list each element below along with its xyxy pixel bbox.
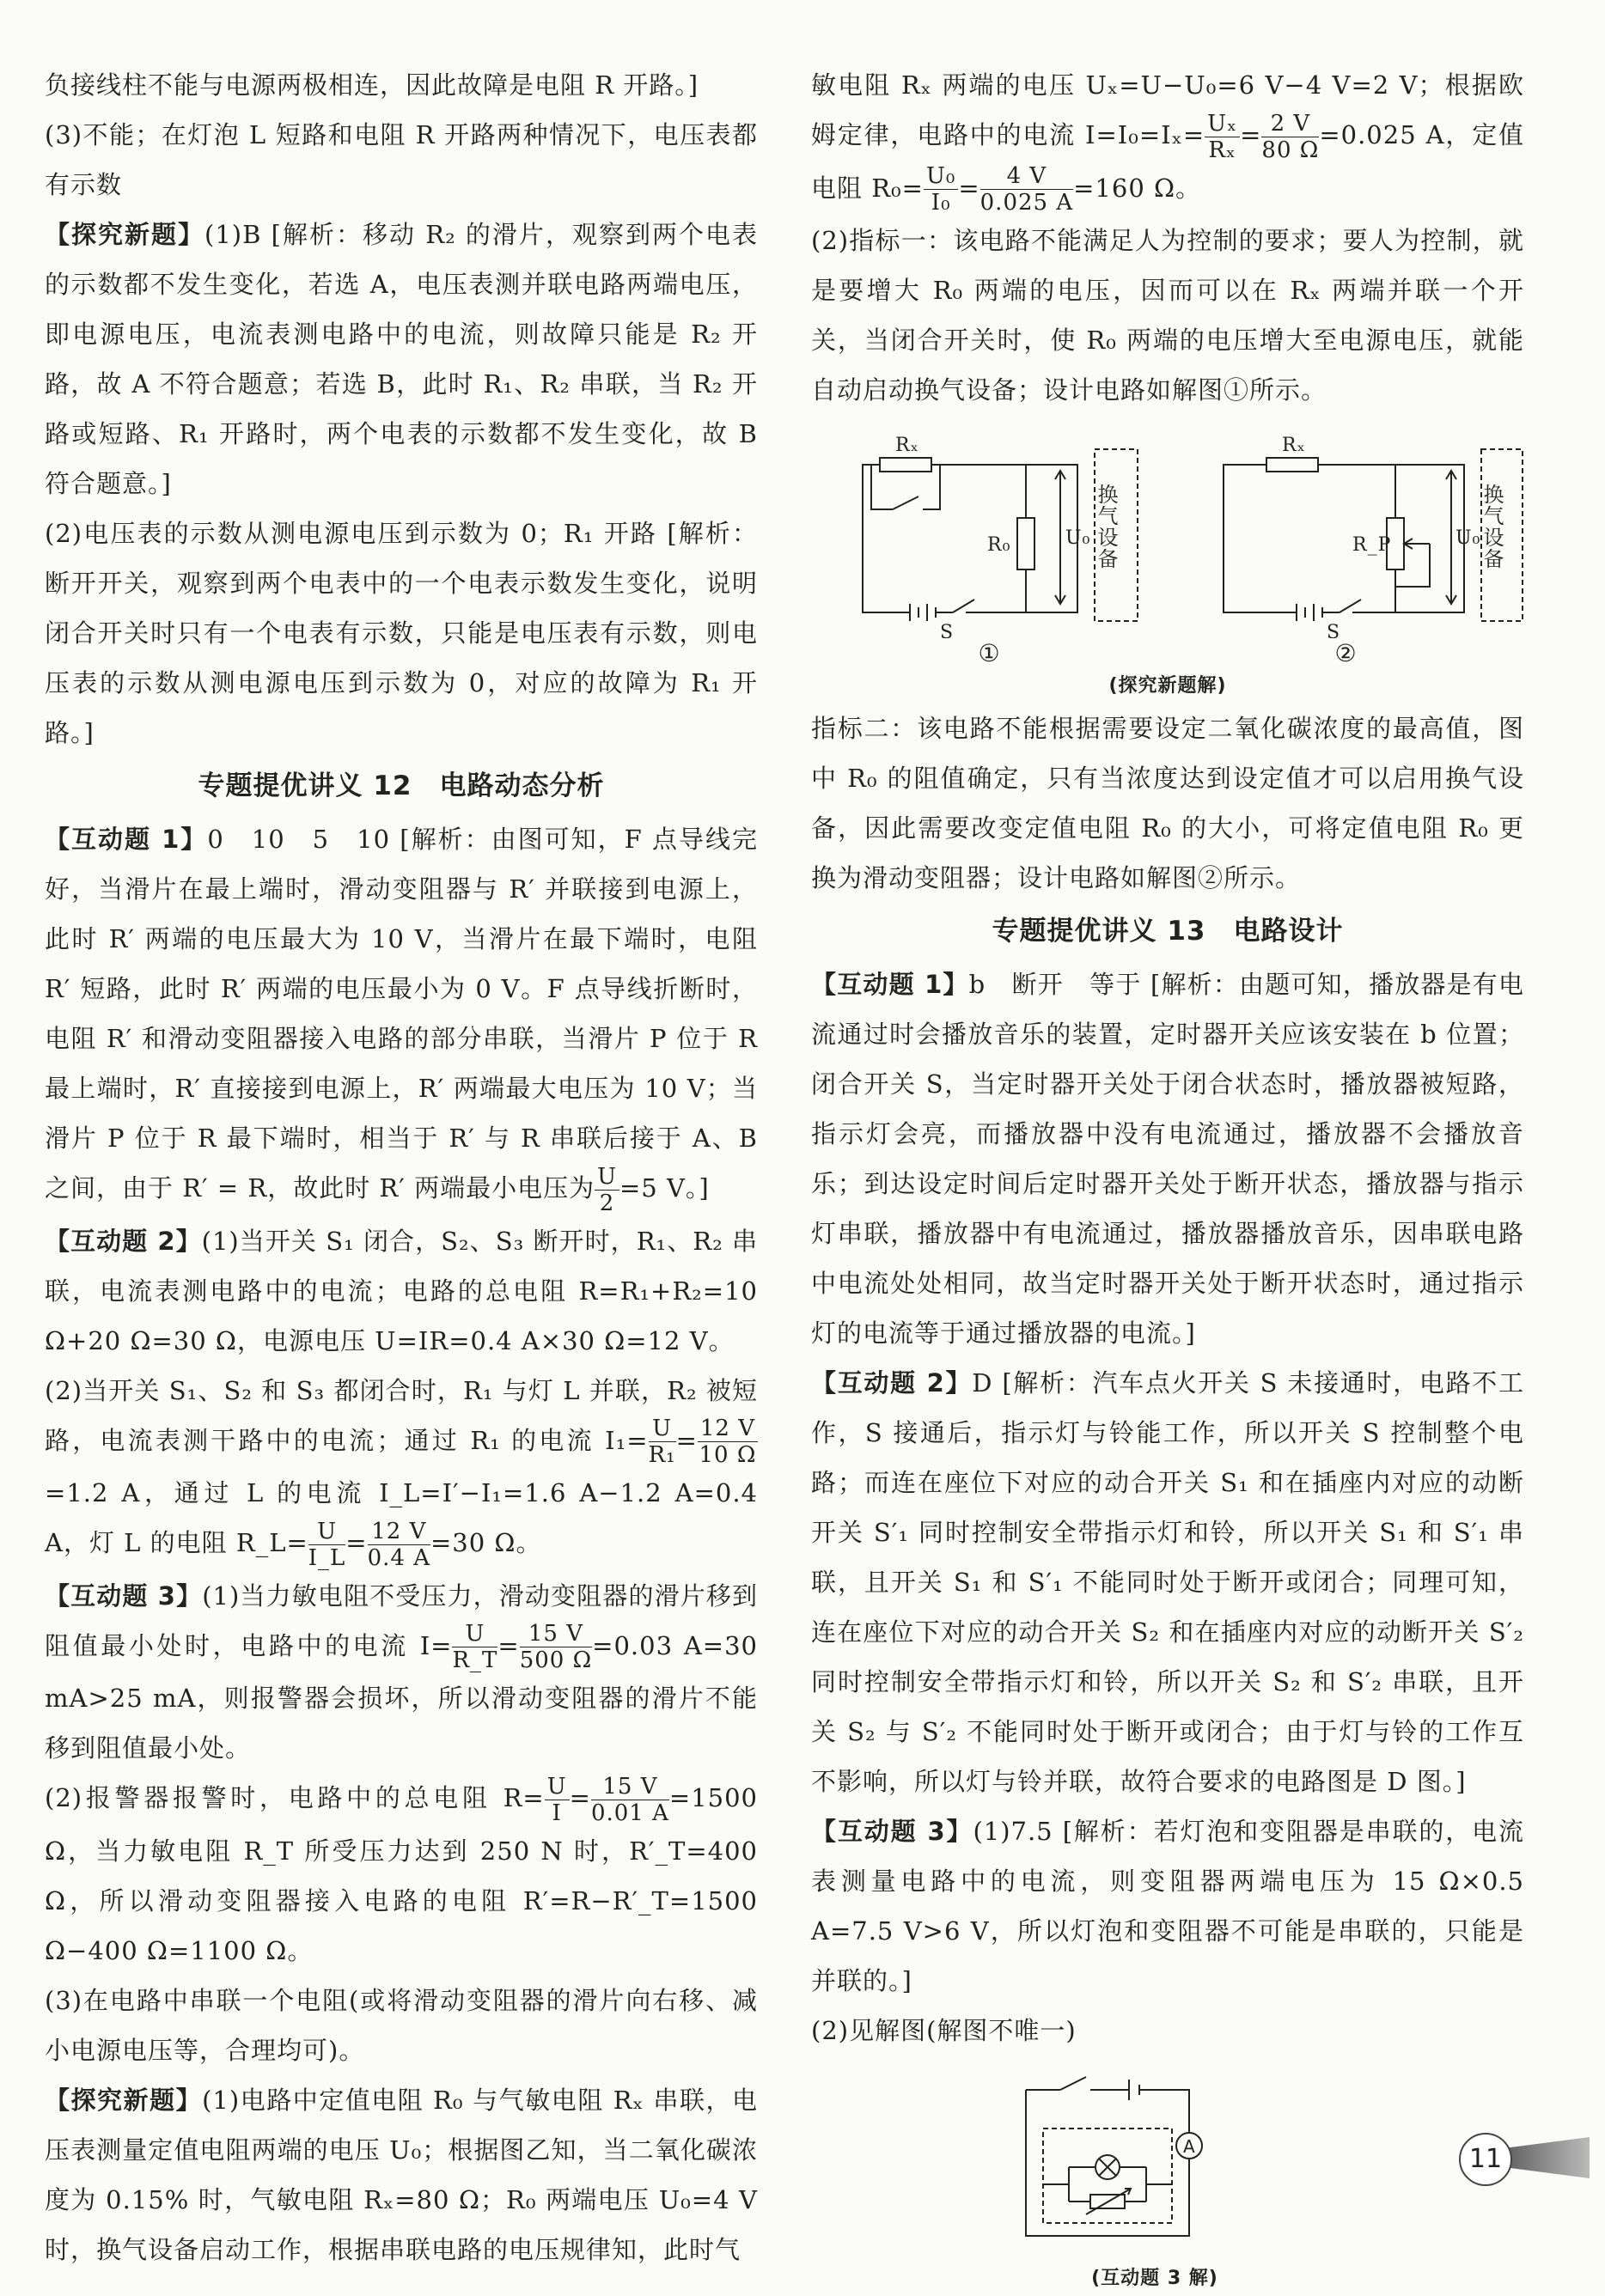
fraction: $\frac{U}{\text{R₁}}$ [648, 1416, 676, 1468]
label-rp: R_P [1352, 534, 1392, 556]
answer-text: 0 10 5 10 [解析：由图可知，F 点导线完好，当滑片在最上端时，滑动变阻器与 R′ 并联接到电源上，此时 R′ 两端的电压最大为 10 V，当滑片在最下端时，电阻 R′ 短路，此时 R′ 两端的电压最小为 0 V。F 点导线折断时，电阻 R′ 和滑动变阻器接入电路的部分串联，当滑片 P 位于 R 最上端时，R′ 直接接到电源上，R′ 两端最大电压为 10 V；当滑片 P 位于 R 最下端时，相当于 R′ 与 R 串联后接于 A、B 之间，由于 R′ = R，故此时 R′ 两端最小电压为 [45, 825, 758, 1203]
page-number: 11 [1459, 2133, 1512, 2186]
label-switch: S [1327, 622, 1341, 638]
fraction: $\frac{U}{I\_L}$ [308, 1518, 346, 1571]
paragraph: (3)在电路中串联一个电阻(或将滑动变阻器的滑片向右移、减小电源电压等，合理均可)。 [45, 1985, 758, 2065]
figure-caption: (探究新题解) [1108, 675, 1227, 697]
question-tag: 【互动题 3】 [811, 1817, 973, 1846]
label-u0: U₀ [1065, 527, 1091, 549]
answer-text: (1)B [解析：移动 R₂ 的滑片，观察到两个电表的示数都不发生变化，若选 A，电压表测并联电路两端电压，即电源电压，电流表测电路中的电流，则故障只能是 R₂ 开路，故 A 不符合题意；若选 B，此时 R₁、R₂ 串联，当 R₂ 开路或短路、R₁ 开路时，两个电表的示数都不发生变化，故 B 符合题意。] [45, 220, 758, 498]
paragraph [811, 1358, 1524, 1806]
paragraph: 指标二：该电路不能根据需要设定二氧化碳浓度的最高值，图中 R₀ 的阻值确定，只有当浓度达到设定值才可以启用换气设备，因此需要改变定值电阻 R₀ 的大小，可将定值电阻 R₀ 更换为滑动变阻器；设计电路如解图②所示。 [811, 714, 1524, 892]
question-tag: 【探究新题】 [45, 2085, 203, 2115]
fraction: $\frac{\text{U₀}}{\text{I₀}}$ [924, 163, 958, 216]
answer-text: b 断开 等于 [解析：由题可知，播放器是有电流通过时会播放音乐的装置，定时器开关应该安装在 b 位置；闭合开关 S，当定时器开关处于闭合状态时，播放器被短路，指示灯会亮，而播放器中没有电流通过，播放器不会播放音乐；到达设定时间后定时器开关处于断开状态，播放器与指示灯串联，播放器中有电流通过，播放器播放音乐，因串联电路中电流处处相同，故当定时器开关处于断开状态时，通过指示灯的电流等于通过播放器的电流。] [811, 970, 1524, 1348]
question-tag: 【互动题 1】 [811, 970, 969, 999]
label-u0: U₀ [1455, 527, 1481, 549]
answer-text: (1)电路中定值电阻 R₀ 与气敏电阻 Rₓ 串联，电压表测量定值电阻两端的电压 U₀；根据图乙知，当二氧化碳浓度为 0.15% 时，气敏电阻 Rₓ=80 Ω；R₀ 两端电压 U₀=4 V 时，换气设备启动工作，根据串联电路的电压规律知，此时气 [45, 2085, 758, 2264]
paragraph [45, 1216, 758, 1366]
answer-text: (2)报警器报警时，电路中的总电阻 R= [45, 1783, 545, 1812]
label-rx: Rₓ [1282, 435, 1306, 456]
question-tag: 【互动题 2】 [811, 1368, 973, 1398]
fraction: $\frac{4 V}{0.025 A}$ [979, 163, 1074, 216]
fraction: $\frac{U}{2}$ [595, 1164, 619, 1216]
paragraph [45, 210, 758, 509]
ammeter-label: A [1183, 2136, 1196, 2157]
label-rx: Rₓ [895, 435, 919, 456]
paragraph: (2)见解图(解图不唯一) [811, 2016, 1077, 2045]
fraction: $\frac{2 V}{80 \Omega}$ [1261, 110, 1320, 163]
paragraph [45, 2075, 758, 2275]
figure-caption: (互动题 3 解) [1091, 2268, 1218, 2289]
fraction: $\frac{U}{I}$ [545, 1774, 570, 1826]
figure-number: ② [1334, 639, 1358, 667]
paragraph: 【互动题 3】(1)当力敏电阻不受压力，滑动变阻器的滑片移到阻值最小处时，电路中的电流 I= $\frac{U}{R\_T}$ = $\frac{15 V}{500 \Omega}$ =0.03 A=30 mA>25 mA，则报警器会损坏，所以滑动变阻器的滑片不能移到阻值最小处。 [45, 1580, 758, 1763]
figure-number: ① [978, 639, 1001, 667]
device-label: 换气设备 [1094, 484, 1118, 569]
paragraph: (2)电压表的示数从测电源电压到示数为 0；R₁ 开路 [解析：断开开关，观察到两个电表中的一个电表示数发生变化，说明闭合开关时只有一个电表有示数，只能是电压表有示数，则电压表的示数从测电源电压到示数为 0，对应的故障为 R₁ 开路。] [45, 519, 758, 747]
fraction: $\frac{15 V}{500 \Omega}$ [519, 1621, 593, 1673]
circuit-figure-pair [811, 423, 1524, 703]
paragraph: (2)当开关 S₁、S₂ 和 S₃ 都闭合时，R₁ 与灯 L 并联，R₂ 被短路，电流表测干路中的电流；通过 R₁ 的电流 I₁= $\frac{U}{\text{R₁}}$ = $\frac{12 V}{10 \Omega}$ =1.2 A，通过 L 的电流 I_L=I′−I₁=1.6 A−1.2 A=0.4 A，灯 L 的电阻 R_L= $\frac{U}{I\_L}$ = $\frac{12 V}{0.4 A}$ =30 Ω。 [45, 1375, 758, 1571]
paragraph: (2)报警器报警时，电路中的总电阻 R= $\frac{U}{I}$ = $\frac{15 V}{0.01 A}$ =1500 Ω，当力敏电阻 R_T 所受压力达到 250 N 时，R′_T=400 Ω，所以滑动变阻器接入电路的电阻 R′=R−R′_T=1500 Ω−400 Ω=1100 Ω。 [45, 1773, 758, 1965]
paragraph: (2)指标一：该电路不能满足人为控制的要求；要人为控制，就是要增大 R₀ 两端的电压，因而可以在 Rₓ 两端并联一个开关，当闭合开关时，使 R₀ 两端的电压增大至电源电压，就能自动启动换气设备；设计电路如解图①所示。 [811, 226, 1524, 405]
answer-text: (1)7.5 [解析：若灯泡和变阻器是串联的，电流表测量电路中的电流，则变阻器两端电压为 15 Ω×0.5 A=7.5 V>6 V，所以灯泡和变阻器不可能是串联的，只能是并联的。] [811, 1817, 1524, 1995]
fraction: $\frac{\text{Uₓ}}{\text{Rₓ}}$ [1205, 111, 1240, 163]
paragraph: 负接线柱不能与电源两极相连，因此故障是电阻 R 开路。] [45, 70, 699, 100]
resistor-rx-1 [880, 458, 931, 472]
fraction: $\frac{12 V}{10 \Omega}$ [699, 1416, 757, 1468]
label-switch: S [940, 622, 955, 638]
device-label: 换气设备 [1480, 484, 1504, 569]
fraction: $\frac{12 V}{0.4 A}$ [367, 1518, 430, 1571]
section-title: 专题提优讲义 13 电路设计 [992, 916, 1344, 947]
label-r0: R₀ [987, 534, 1011, 556]
question-tag: 【互动题 2】 [45, 1226, 202, 1256]
section-title: 专题提优讲义 12 电路动态分析 [198, 770, 605, 801]
paragraph: 敏电阻 Rₓ 两端的电压 Uₓ=U−U₀=6 V−4 V=2 V；根据欧姆定律，电路中的电流 I=I₀=Iₓ= $\frac{\text{Uₓ}}{\text{Rₓ}}$ = $\frac{2 V}{80 \Omega}$ =0.025 A，定值电阻 R₀= $\frac{\text{U₀}}{\text{I₀}}$ = $\frac{4 V}{0.025 A}$ =160 Ω。 [811, 70, 1524, 216]
fraction: $\frac{15 V}{0.01 A}$ [590, 1773, 669, 1826]
paragraph [45, 814, 758, 1216]
left-column [45, 60, 758, 2275]
right-column [811, 60, 1524, 2296]
circuit-diagrams [811, 423, 1524, 638]
fraction: $\frac{U}{R\_T}$ [452, 1621, 498, 1673]
question-tag: 【探究新题】 [45, 220, 205, 249]
answer-text: =5 V。] [619, 1173, 710, 1203]
circuit-figure-3 [1009, 2064, 1524, 2296]
circuit-diagram [1009, 2064, 1301, 2262]
answer-text: D [解析：汽车点火开关 S 未接通时，电路不工作，S 接通后，指示灯与铃能工作，所以开关 S 控制整个电路；而连在座位下对应的动合开关 S₁ 和在插座内对应的动断开关 S′₁ 同时控制安全带指示灯和铃，所以开关 S₁ 和 S′₁ 串联，且开关 S₁ 和 S′₁ 不能同时处于断开或闭合；同理可知，连在座位下对应的动合开关 S₂ 和在插座内对应的动断开关 S′₂ 同时控制安全带指示灯和铃，所以开关 S₂ 和 S′₂ 串联，且开关 S₂ 与 S′₂ 不能同时处于断开或闭合；由于灯与铃的工作互不影响，所以灯与铃并联，故符合要求的电路图是 D 图。] [811, 1368, 1524, 1796]
question-tag: 【互动题 1】 [45, 825, 208, 854]
question-tag: 【互动题 3】 [45, 1580, 203, 1611]
answer-text: (2)当开关 S₁、S₂ 和 S₃ 都闭合时，R₁ 与灯 L 并联，R₂ 被短路，电流表测干路中的电流；通过 R₁ 的电流 I₁= [45, 1375, 758, 1455]
paragraph: (3)不能；在灯泡 L 短路和电阻 R 开路两种情况下，电压表都有示数 [45, 120, 758, 199]
paragraph [811, 1806, 1524, 2006]
answer-text: (1)当开关 S₁ 闭合，S₂、S₃ 断开时，R₁、R₂ 串联，电流表测电路中的电流；电路的总电阻 R=R₁+R₂=10 Ω+20 Ω=30 Ω，电源电压 U=IR=0.4 A×30 Ω=12 V。 [45, 1226, 758, 1355]
paragraph [811, 959, 1524, 1358]
answer-text: (1)当力敏电阻不受压力，滑动变阻器的滑片移到阻值最小处时，电路中的电流 I= [45, 1580, 758, 1660]
answer-text: 1.2 A，通过 L 的电流 I_L=I′−I₁=1.6 A−1.2 A=0.4 A，灯 L 的电阻 R_L= [45, 1478, 758, 1557]
